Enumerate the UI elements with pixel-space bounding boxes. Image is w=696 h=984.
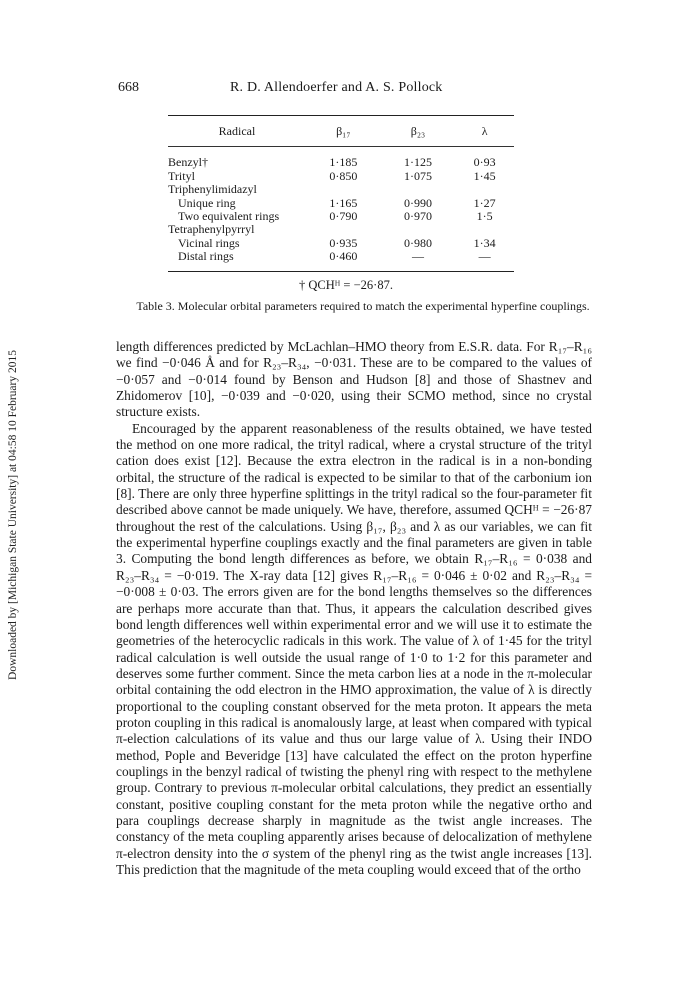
cell-beta23: 0·980 bbox=[403, 235, 432, 250]
cell-beta23: 0·970 bbox=[403, 209, 432, 224]
cell-beta17: 0·850 bbox=[329, 168, 358, 183]
row-label: Vicinal rings bbox=[178, 235, 240, 250]
table-bottom-rule bbox=[168, 271, 514, 272]
cell-beta23 bbox=[381, 223, 456, 236]
table-header-row bbox=[168, 116, 514, 146]
col-header-beta23: β₂₃ bbox=[410, 124, 426, 138]
page-header bbox=[118, 80, 578, 100]
cell-lambda: — bbox=[478, 249, 491, 264]
cell-beta23: 1·075 bbox=[403, 168, 432, 183]
table-row bbox=[168, 210, 514, 223]
running-head: R. D. Allendoerfer and A. S. Pollock bbox=[230, 80, 443, 95]
col-header-lambda: λ bbox=[481, 124, 488, 138]
row-label: Unique ring bbox=[178, 195, 236, 210]
cell-lambda: 0·93 bbox=[473, 155, 496, 170]
cell-beta23: 0·990 bbox=[403, 195, 432, 210]
table-row bbox=[168, 197, 514, 210]
download-note-text: Downloaded by [Michigan State University] at 04:58 10 February 2015 bbox=[7, 350, 19, 680]
col-header-radical: Radical bbox=[218, 124, 256, 138]
table-row bbox=[168, 223, 514, 236]
cell-lambda bbox=[455, 183, 514, 196]
cell-lambda: 1·5 bbox=[476, 209, 493, 224]
parameters-table bbox=[168, 115, 514, 293]
paragraph: length differences predicted by McLachlan–HMO theory from E.S.R. data. For R₁₇–R₁₆ we find −0·046 Å and for R₂₃–R₃₄, −0·031. These are to be compared to the values of −0·057 and −0·014 found by Benson and Hudson [8] and those of Shastnev and Zhidomerov [10], −0·039 and −0·020, using their SCMO method, since no crystal structure exists. bbox=[116, 339, 592, 420]
cell-beta17: 0·460 bbox=[329, 249, 358, 264]
cell-lambda: 1·27 bbox=[473, 195, 496, 210]
cell-lambda bbox=[455, 223, 514, 236]
cell-beta17 bbox=[306, 183, 381, 196]
cell-beta23: 1·125 bbox=[403, 155, 432, 170]
cell-beta17: 0·935 bbox=[329, 235, 358, 250]
cell-lambda: 1·34 bbox=[473, 235, 496, 250]
cell-beta17: 0·790 bbox=[329, 209, 358, 224]
table-row bbox=[168, 237, 514, 250]
cell-beta17: 1·165 bbox=[329, 195, 358, 210]
row-label: Trityl bbox=[168, 168, 195, 183]
row-label: Two equivalent rings bbox=[178, 209, 280, 224]
row-label: Distal rings bbox=[178, 249, 234, 264]
page-number: 668 bbox=[118, 80, 139, 95]
download-watermark bbox=[3, 205, 23, 825]
cell-beta23: — bbox=[411, 249, 424, 264]
col-header-beta17: β₁₇ bbox=[336, 124, 351, 138]
cell-lambda: 1·45 bbox=[473, 168, 496, 183]
table-caption: Table 3. Molecular orbital parameters required to match the experimental hyperfine couplings. bbox=[136, 299, 590, 313]
row-label: Triphenylimidazyl bbox=[168, 182, 257, 197]
table-row bbox=[168, 183, 514, 196]
paragraph: Encouraged by the apparent reasonableness of the results obtained, we have tested the method on one more radical, the trityl radical, where a crystal structure of the trityl cation does exist [12]. Because the extra electron in the radical is in a non-bonding orbital, the structure of the radical is expected to be similar to that of the carbonium ion [8]. There are only three hyperfine splittings in the trityl radical so the four-parameter fit described above cannot be made uniquely. We have, therefore, assumed QCHᴴ = −26·87 throughout the rest of the calculations. Using β₁₇, β₂₃ and λ as our variables, we can fit the experimental hyperfine couplings exactly and the final parameters are given in table 3. Computing the bond length differences as before, we obtain R₁₇–R₁₆ = 0·038 and R₂₃–R₃₄ = −0·019. The X-ray data [12] gives R₁₇–R₁₆ = 0·046 ± 0·02 and R₂₃–R₃₄ = −0·008 ± 0·03. The errors given are for the bond lengths themselves so the differences are perhaps more accurate than that. Thus, it appears the calculation described gives bond length differences well within experimental error and we will use it to estimate the geometries of the heterocyclic radicals in this work. The value of λ of 1·45 for the trityl radical calculation is well outside the usual range of 1·0 to 1·2 for this parameter and deserves some further comment. Since the meta carbon lies at a node in the π-molecular orbital containing the odd electron in the HMO approximation, the value of λ is directly proportional to the coupling constant observed for the meta proton. It appears the meta proton coupling in this radical is anomalously large, at least when compared with typical π-election calculations of its value and thus our large value of λ. Using their INDO method, Pople and Beveridge [13] have calculated the effect on the proton hyperfine couplings in the benzyl radical of twisting the phenyl ring with respect to the methylene group. Contrary to previous π-molecular orbital calculations, they predict an essentially constant, positive coupling constant for the meta proton while the negative ortho and para couplings decrease sharply in magnitude as the twist angle increases. The constancy of the meta coupling apparently arises because of delocalization of methylene π-electron density into the σ system of the phenyl ring as the twist angle increases [13]. This prediction that the magnitude of the meta coupling would exceed that of the ortho bbox=[116, 420, 592, 877]
table-row bbox=[168, 147, 514, 169]
row-label: Tetraphenylpyrryl bbox=[168, 222, 255, 237]
body-text bbox=[116, 339, 592, 878]
cell-beta17: 1·185 bbox=[329, 155, 358, 170]
row-label: Benzyl† bbox=[168, 155, 208, 170]
cell-beta23 bbox=[381, 183, 456, 196]
table-row bbox=[168, 170, 514, 183]
table-footnote: † QCHᴴ = −26·87. bbox=[299, 277, 393, 292]
cell-beta17 bbox=[306, 223, 381, 236]
table-row bbox=[168, 250, 514, 270]
